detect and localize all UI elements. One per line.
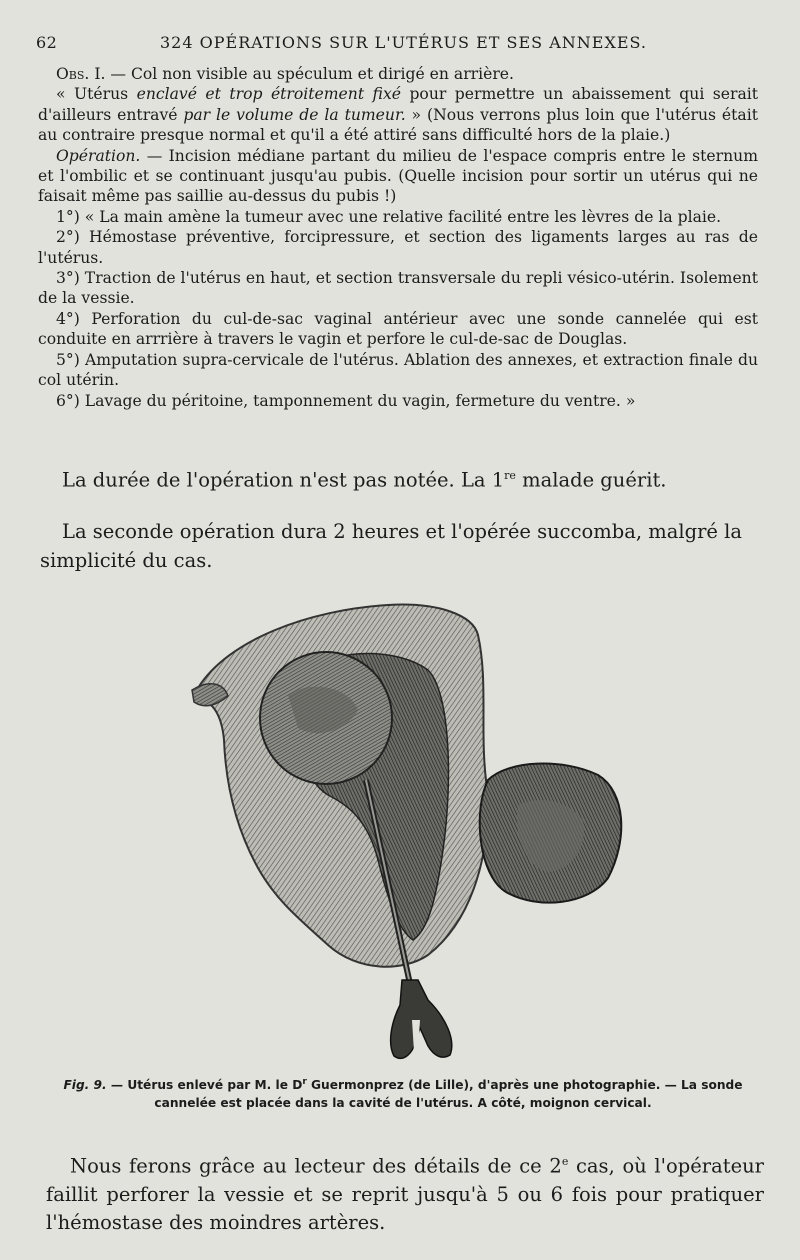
- step-3: 3°) Traction de l'utérus en haut, et section transversale du repli vésico-utérin. Isolement de la vessie.: [38, 269, 758, 308]
- step-2: 2°) Hémostase préventive, forcipressure, et section des ligaments larges au ras de l'utérus.: [38, 228, 758, 267]
- quote-text-1: « Utérus: [56, 85, 137, 104]
- obs-text: — Col non visible au spéculum et dirigé en arrière.: [105, 65, 514, 83]
- caption-text-2: Guermonprez (de Lille), d'après une photographie. — La sonde cannelée est placée dans la cavité de l'utérus. A côté, moignon cervical.: [154, 1078, 743, 1111]
- duration-sup: re: [504, 469, 516, 482]
- operation-text: — Incision médiane partant du milieu de l'espace compris entre le sternum et l'ombilic et se continuant jusqu'au pubis. (Quelle incision pour sortir un utérus qui ne faisait même pas saillie au-dessus du pubis !): [38, 146, 758, 206]
- second-operation-text: La seconde opération dura 2 heures et l'opérée succomba, malgré la simplicité du cas.: [40, 520, 742, 572]
- cervical-stump: [480, 764, 622, 903]
- obs-label: Obs. I.: [56, 65, 106, 83]
- quote-text-2: pour permettre un abaissement qui serait d'ailleurs entravé: [38, 85, 759, 124]
- uterus-engraving: [188, 600, 628, 1065]
- running-head: 324 OPÉRATIONS SUR L'UTÉRUS ET SES ANNEXES.: [160, 33, 647, 52]
- page-number: 62: [36, 33, 58, 52]
- quote-italic-2: par le volume de la tumeur.: [183, 105, 406, 124]
- second-operation-paragraph: [40, 517, 762, 575]
- page-header: [36, 33, 764, 55]
- step-5: 5°) Amputation supra-cervicale de l'utérus. Ablation des annexes, et extraction finale du col utérin.: [38, 350, 758, 390]
- caption-label: Fig. 9.: [63, 1078, 107, 1093]
- quote-italic-1: enclavé et trop étroitement fixé: [136, 85, 401, 104]
- final-text-1: Nous ferons grâce au lecteur des détails de ce 2: [70, 1154, 562, 1178]
- caption-sup: r: [302, 1077, 307, 1087]
- caption-text: — Utérus enlevé par M. le D: [106, 1078, 303, 1093]
- duration-text-2: malade guérit.: [515, 468, 667, 492]
- step-1: 1°) « La main amène la tumeur avec une relative facilité entre les lèvres de la plaie.: [56, 207, 722, 226]
- figure-caption: [44, 1073, 762, 1112]
- obs-paragraph: [38, 64, 758, 84]
- operation-paragraph: [38, 146, 758, 207]
- operation-label: Opération.: [56, 146, 141, 165]
- step-4: 4°) Perforation du cul-de-sac vaginal antérieur avec une sonde cannelée qui est conduite en arrrière à travers le vagin et perfore le cul-de-sac de Douglas.: [38, 309, 758, 349]
- final-paragraph: [46, 1148, 764, 1237]
- step-6: 6°) Lavage du péritoine, tamponnement du vagin, fermeture du ventre. »: [56, 391, 636, 410]
- final-sup: e: [561, 1155, 569, 1168]
- uterus-quote-paragraph: [38, 84, 758, 145]
- duration-paragraph: [62, 461, 762, 495]
- final-text-2: cas, où l'opérateur faillit perforer la vessie et se reprit jusqu'à 5 ou 6 fois pour pratiquer l'hémostase des moindres artères.: [46, 1154, 764, 1234]
- quote-text-3: » (Nous verrons plus loin que l'utérus était au contraire presque normal et qu'il a été attiré sans difficulté hors de la plaie.): [38, 105, 758, 145]
- observation-block: [38, 64, 758, 411]
- duration-text: La durée de l'opération n'est pas notée. La 1: [62, 468, 505, 492]
